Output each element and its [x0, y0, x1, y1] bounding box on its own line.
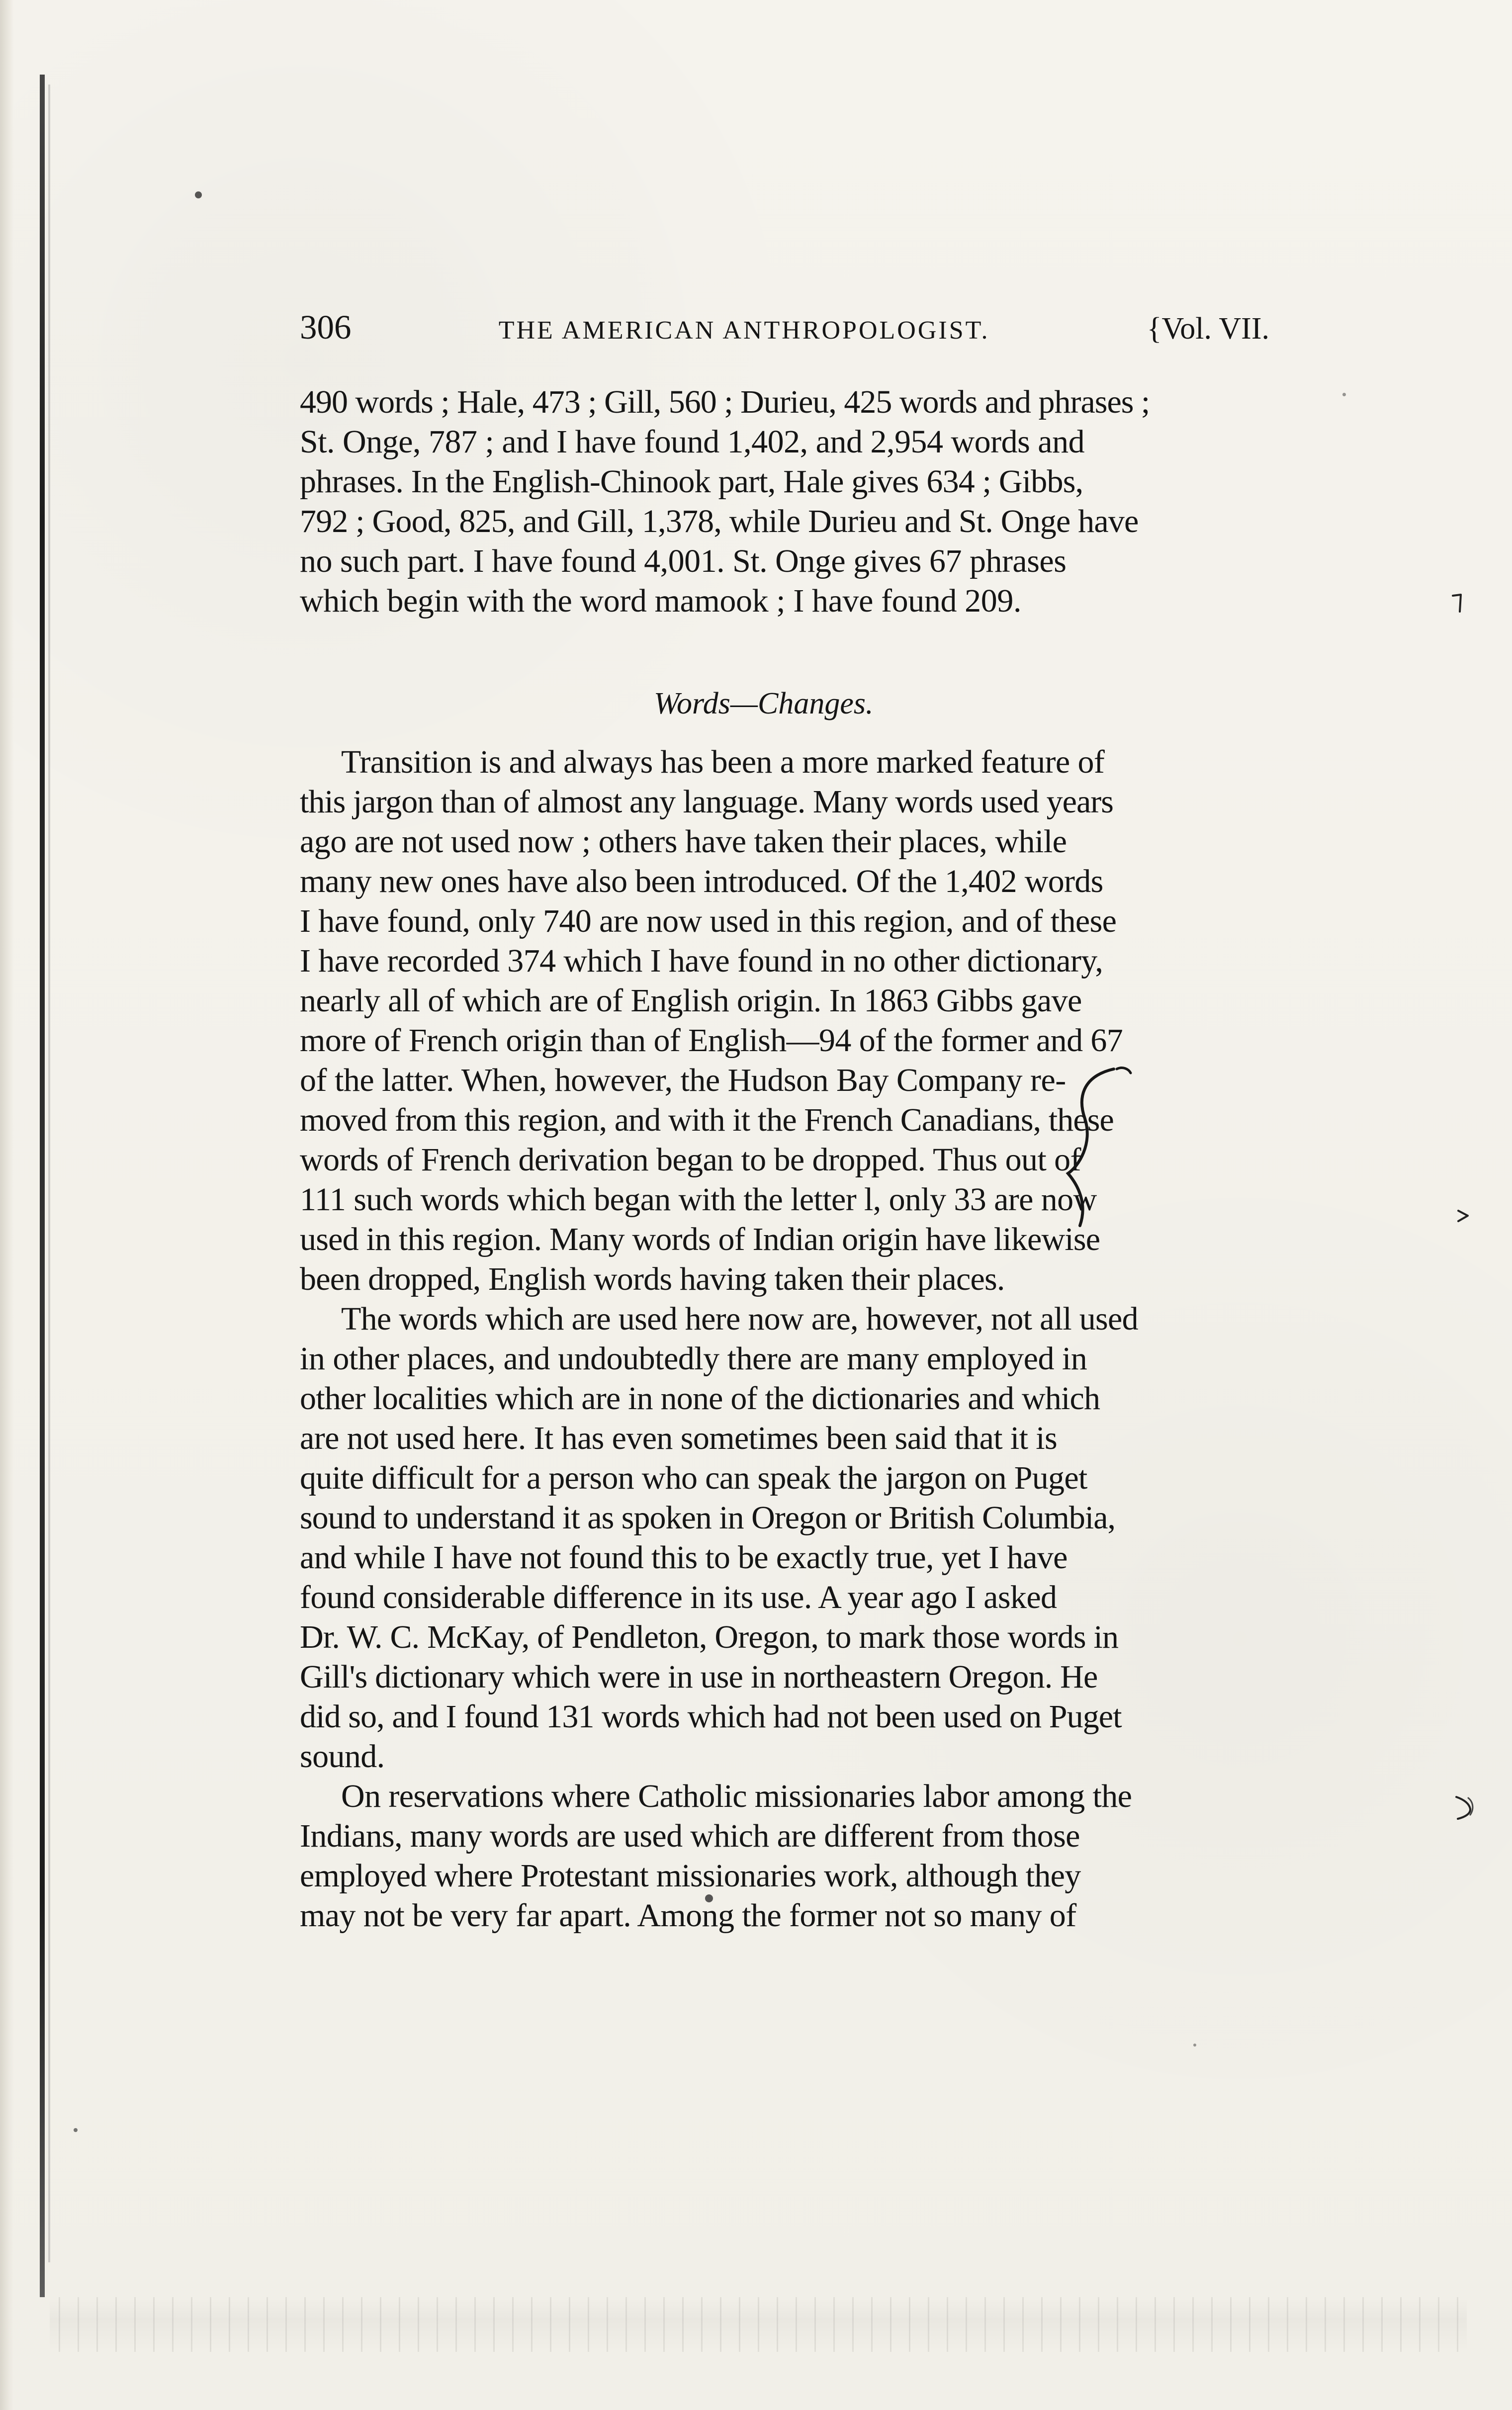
text-line: employed where Protestant missionaries work, although they: [300, 1858, 1081, 1894]
text-line: Transition is and always has been a more marked feature of: [341, 744, 1105, 780]
volume-label: {Vol. VII.: [1147, 312, 1269, 346]
text-line: St. Onge, 787 ; and I have found 1,402, and 2,954 words and: [300, 424, 1085, 460]
margin-scribble-mark: [1449, 1794, 1476, 1822]
text-line: sound to understand it as spoken in Oregon or British Columbia,: [300, 1500, 1116, 1536]
text-line: Gill's dictionary which were in use in northeastern Oregon. He: [300, 1659, 1098, 1695]
text-line: nearly all of which are of English origin. In 1863 Gibbs gave: [300, 982, 1082, 1019]
text-line: this jargon than of almost any language. Many words used years: [300, 784, 1113, 820]
text-line: more of French origin than of English—94 of the former and 67: [300, 1022, 1123, 1059]
text-line: other localities which are in none of the dictionaries and which: [300, 1380, 1100, 1417]
text-line: been dropped, English words having taken their places.: [300, 1261, 1005, 1297]
text-line: I have recorded 374 which I have found in no other dictionary,: [300, 943, 1103, 979]
text-line: I have found, only 740 are now used in this region, and of these: [300, 903, 1117, 939]
text-line: did so, and I found 131 words which had not been used on Puget: [300, 1698, 1122, 1735]
text-line: many new ones have also been introduced. Of the 1,402 words: [300, 863, 1103, 899]
text-line: may not be very far apart. Among the former not so many of: [300, 1897, 1076, 1934]
text-line: found considerable difference in its use. A year ago I asked: [300, 1579, 1057, 1615]
text-line: Indians, many words are used which are different from those: [300, 1818, 1080, 1854]
margin-arrow-mark: [1457, 1207, 1471, 1224]
text-line: words of French derivation began to be dropped. Thus out of: [300, 1142, 1081, 1178]
text-line: Dr. W. C. McKay, of Pendleton, Oregon, to mark those words in: [300, 1619, 1119, 1655]
text-line: On reservations where Catholic missionaries labor among the: [341, 1778, 1132, 1814]
text-line: and while I have not found this to be exactly true, yet I have: [300, 1539, 1067, 1576]
text-line: 111 such words which began with the letter l, only 33 are now: [300, 1181, 1097, 1218]
binding-edge: [0, 0, 14, 2410]
handwritten-bracket-mark: [1054, 1064, 1134, 1228]
text-line: moved from this region, and with it the French Canadians, these: [300, 1102, 1114, 1138]
bottom-scan-noise: [50, 2297, 1467, 2352]
text-line: in other places, and undoubtedly there are many employed in: [300, 1340, 1087, 1377]
text-line: ago are not used now ; others have taken their places, while: [300, 823, 1067, 860]
text-line: quite difficult for a person who can speak the jargon on Puget: [300, 1460, 1087, 1496]
text-line: of the latter. When, however, the Hudson Bay Company re-: [300, 1062, 1066, 1098]
paper-speck: [74, 2128, 78, 2132]
page-number: 306: [300, 308, 352, 346]
text-line: 490 words ; Hale, 473 ; Gill, 560 ; Durieu, 425 words and phrases ;: [300, 384, 1150, 420]
text-line: 792 ; Good, 825, and Gill, 1,378, while Durieu and St. Onge have: [300, 503, 1139, 539]
section-heading: Words—Changes.: [654, 687, 874, 720]
text-line: sound.: [300, 1738, 385, 1775]
text-line: are not used here. It has even sometimes been said that it is: [300, 1420, 1058, 1456]
margin-check-mark: [1451, 593, 1467, 614]
text-line: no such part. I have found 4,001. St. Onge gives 67 phrases: [300, 543, 1067, 579]
left-margin-shadow: [48, 85, 50, 2262]
page-header: [300, 310, 1269, 355]
paper-speck: [195, 191, 202, 198]
text-line: phrases. In the English-Chinook part, Hale gives 634 ; Gibbs,: [300, 463, 1083, 500]
paper-speck: [1342, 393, 1346, 396]
paper-speck: [1193, 2044, 1196, 2047]
text-line: The words which are used here now are, however, not all used: [341, 1301, 1138, 1337]
running-title: THE AMERICAN ANTHROPOLOGIST.: [498, 316, 990, 345]
text-line: used in this region. Many words of Indian origin have likewise: [300, 1221, 1100, 1257]
text-line: which begin with the word mamook ; I have found 209.: [300, 583, 1022, 619]
left-margin-rule: [40, 75, 45, 2297]
